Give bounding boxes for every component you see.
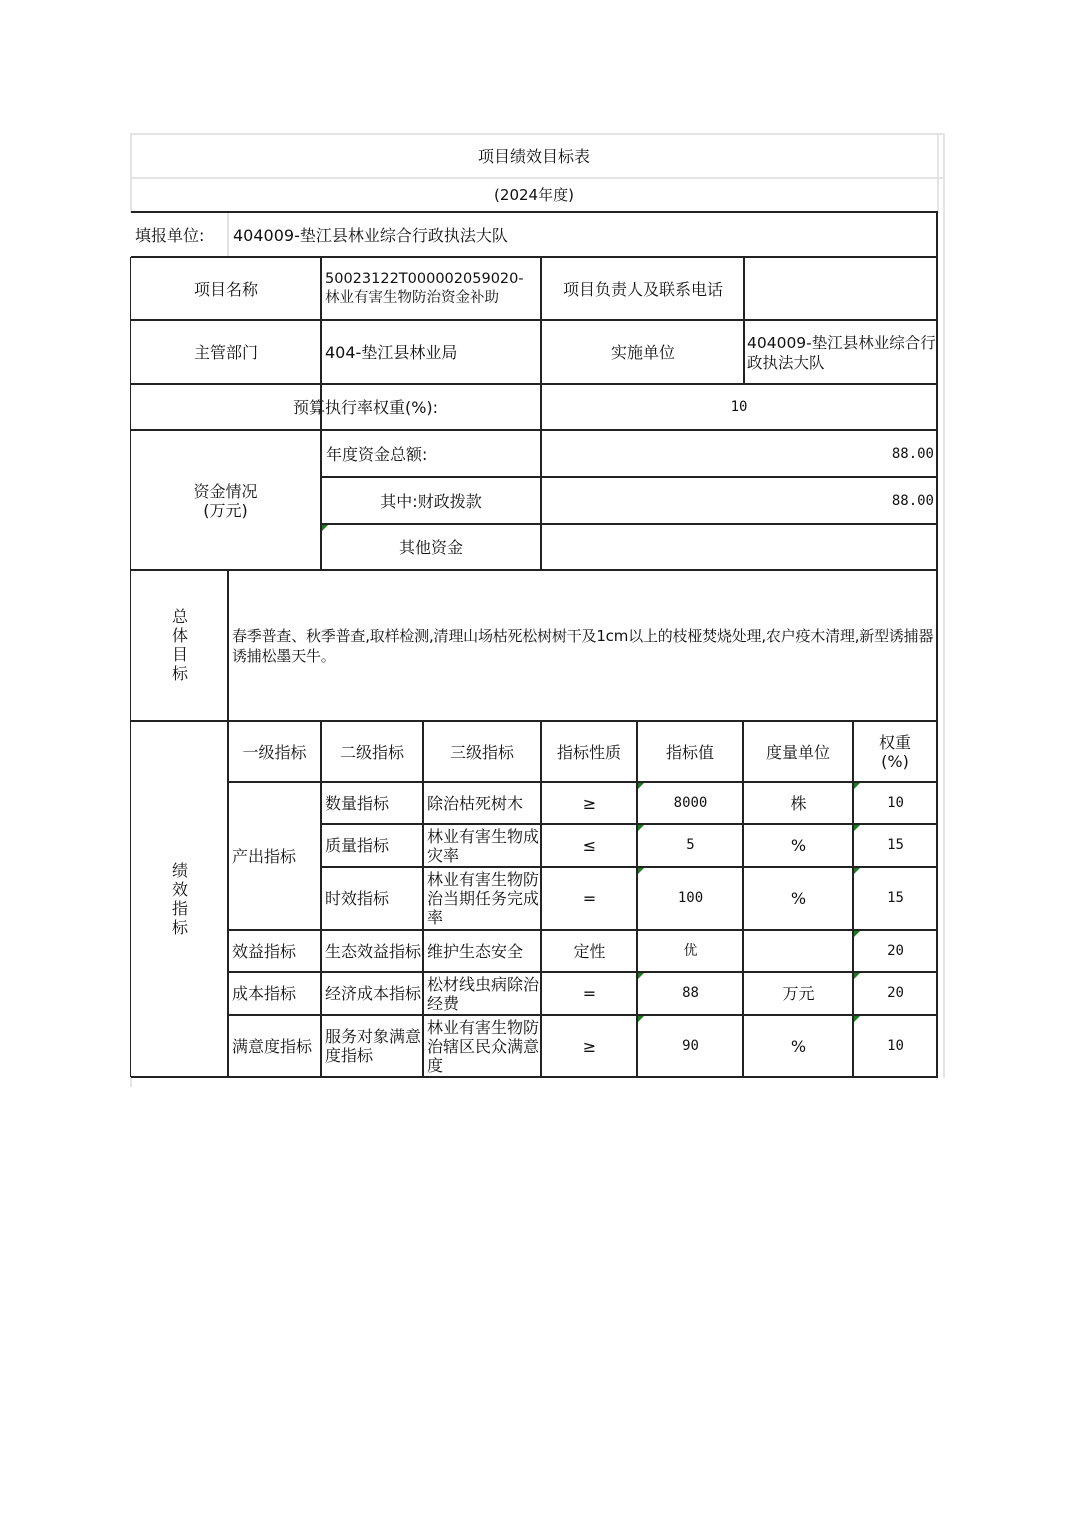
indicator-level1: 成本指标 — [232, 984, 297, 1003]
indicator-unit: % — [790, 889, 807, 908]
header-weight-line1: 权重 — [878, 733, 911, 752]
overall-goal-text: 春季普查、秋季普查,取样检测,清理山场枯死松树树干及1cm以上的枝桠焚烧处理,农户疫木清理,新型诱捕器诱捕松墨天牛。 — [232, 627, 934, 665]
header-value: 指标值 — [665, 742, 714, 762]
funds-fiscal-value: 88.00 — [891, 492, 934, 509]
gridline — [937, 133, 939, 213]
indicator-level1: 满意度指标 — [232, 1036, 313, 1056]
funds-label-line1: 资金情况 — [193, 481, 258, 501]
col-border — [636, 721, 638, 1078]
indicator-level2: 生态效益指标 — [325, 941, 422, 961]
comment-marker-icon — [854, 1016, 860, 1022]
project-contact-label: 项目负责人及联系电话 — [562, 279, 723, 299]
header-level1: 一级指标 — [242, 742, 307, 762]
col-border — [742, 721, 744, 1078]
gridline — [943, 133, 945, 1078]
indicator-weight: 20 — [887, 942, 904, 959]
comment-marker-icon — [854, 973, 860, 979]
indicator-value: 8000 — [673, 794, 708, 811]
budget-rate-label: 预算执行率权重(%): — [292, 398, 439, 417]
row-border — [321, 866, 938, 868]
header-level3: 三级指标 — [449, 742, 514, 762]
indicator-weight: 10 — [887, 1037, 904, 1054]
indicator-nature: ≥ — [582, 1036, 597, 1056]
page-title: 项目绩效目标表 — [477, 146, 590, 166]
indicator-value: 90 — [682, 1037, 699, 1054]
reporting-unit-value: 404009-垫江县林业综合行政执法大队 — [233, 225, 508, 245]
indicators-section-label: 绩效指标 — [169, 861, 189, 938]
funds-total-value: 88.00 — [891, 445, 934, 462]
header-unit: 度量单位 — [765, 742, 830, 762]
indicator-level2: 服务对象满意度指标 — [325, 1027, 422, 1065]
comment-marker-icon — [638, 868, 644, 874]
indicator-unit — [745, 931, 852, 971]
indicator-nature: ≥ — [582, 793, 597, 813]
impl-unit-value: 404009-垫江县林业综合行政执法大队 — [747, 333, 936, 372]
indicator-nature: = — [582, 984, 597, 1003]
indicator-value: 优 — [683, 942, 698, 959]
project-name-value: 50023122T000002059020-林业有害生物防治资金补助 — [325, 271, 524, 306]
header-level2: 二级指标 — [339, 742, 404, 762]
indicator-value: 88 — [682, 985, 699, 1001]
budget-rate-value: 10 — [730, 399, 748, 415]
comment-marker-icon — [854, 825, 860, 831]
indicator-weight: 10 — [887, 794, 904, 811]
row-border — [228, 1076, 938, 1078]
funds-other-value[interactable] — [542, 525, 936, 570]
dept-value: 404-垫江县林业局 — [325, 343, 458, 362]
comment-marker-icon — [854, 783, 860, 789]
comment-marker-icon — [638, 783, 644, 789]
indicator-value: 100 — [677, 890, 704, 906]
indicator-level3: 松材线虫病除治经费 — [427, 974, 540, 1013]
indicator-weight: 20 — [887, 985, 904, 1001]
indicator-level2: 经济成本指标 — [325, 984, 422, 1003]
funds-label — [131, 431, 320, 570]
funds-total-label: 年度资金总额: — [326, 444, 428, 464]
funds-label-line2: (万元) — [203, 500, 248, 520]
indicator-unit: 万元 — [782, 984, 815, 1003]
indicator-nature: 定性 — [573, 941, 606, 961]
indicator-nature: = — [582, 889, 597, 908]
gridline — [130, 1077, 132, 1087]
table-border — [936, 211, 938, 1078]
overall-goal-label: 总体目标 — [169, 608, 189, 684]
dept-label: 主管部门 — [193, 343, 258, 362]
indicator-weight: 15 — [887, 837, 904, 853]
indicator-value: 5 — [686, 837, 695, 853]
indicator-level2: 质量指标 — [325, 836, 390, 855]
funds-other-label: 其他资金 — [398, 538, 463, 557]
indicator-level3: 林业有害生物成灾率 — [427, 826, 540, 865]
impl-unit-label: 实施单位 — [610, 343, 675, 362]
header-weight-line2: (%) — [881, 752, 909, 771]
row-border — [321, 823, 938, 825]
indicator-level3: 维护生态安全 — [427, 941, 524, 961]
indicator-level2: 时效指标 — [325, 889, 390, 908]
reporting-unit-label: 填报单位: — [135, 225, 205, 245]
funds-fiscal-label: 其中:财政拨款 — [380, 491, 482, 511]
year-subtitle: (2024年度) — [494, 185, 574, 204]
indicator-level1: 产出指标 — [232, 846, 297, 866]
col-border — [422, 721, 424, 1078]
col-border — [852, 721, 854, 1078]
indicator-level3: 林业有害生物防治当期任务完成率 — [427, 870, 540, 927]
project-contact-value[interactable] — [745, 258, 935, 320]
indicator-level1: 效益指标 — [232, 941, 297, 961]
comment-marker-icon — [638, 973, 644, 979]
indicator-nature: ≤ — [582, 836, 597, 855]
comment-marker-icon — [638, 825, 644, 831]
header-nature: 指标性质 — [556, 742, 621, 762]
indicator-unit: % — [790, 836, 807, 855]
project-name-label: 项目名称 — [193, 279, 258, 299]
col-border — [320, 721, 322, 1078]
comment-marker-icon — [854, 868, 860, 874]
indicator-level3: 林业有害生物防治辖区民众满意度 — [427, 1017, 540, 1075]
indicator-unit: % — [790, 1036, 807, 1056]
comment-marker-icon — [638, 1016, 644, 1022]
comment-marker-icon — [854, 931, 860, 937]
indicator-level2: 数量指标 — [325, 793, 390, 813]
col-border — [540, 721, 542, 1078]
indicator-level3: 除治枯死树木 — [427, 793, 524, 813]
indicator-weight: 15 — [887, 890, 904, 906]
header-weight — [854, 722, 936, 782]
indicator-unit: 株 — [790, 793, 807, 813]
